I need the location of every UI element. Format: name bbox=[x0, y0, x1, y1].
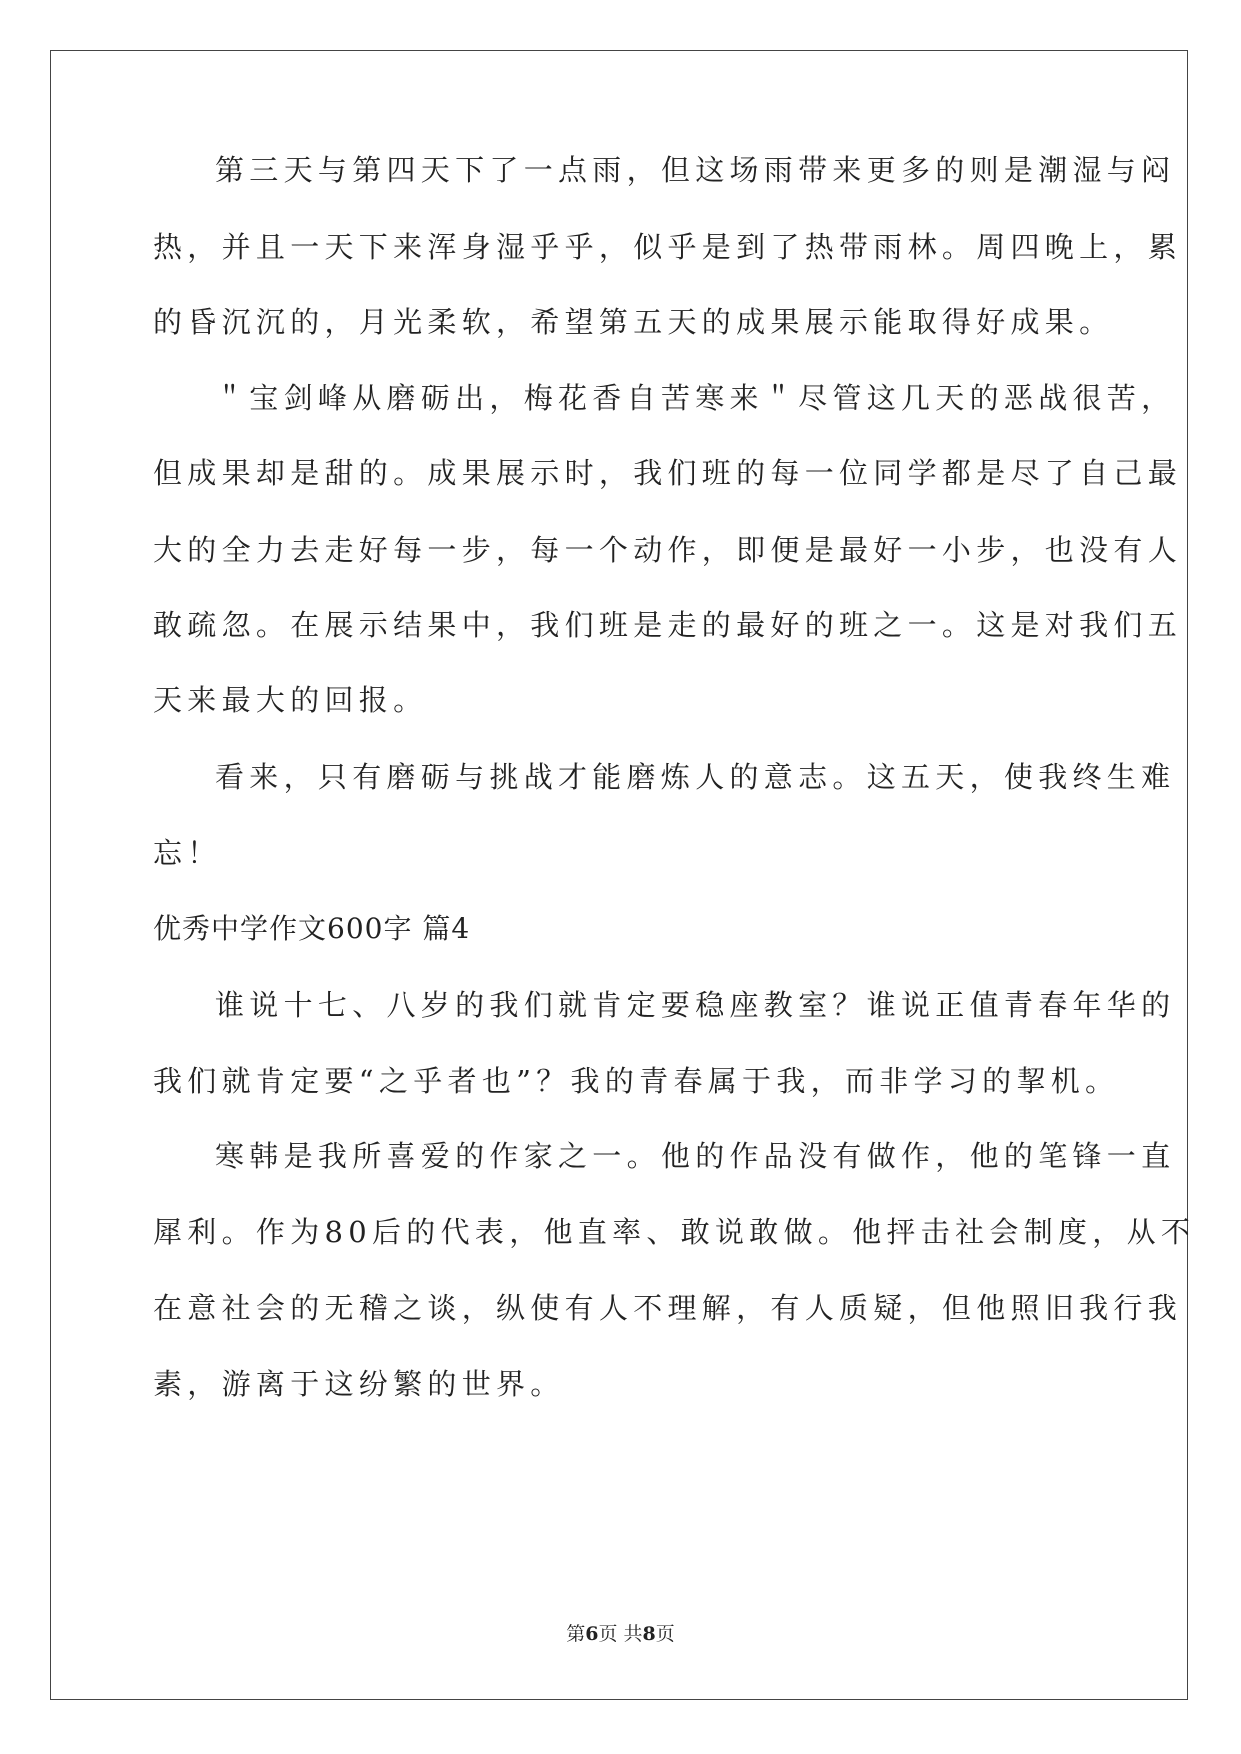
page-footer bbox=[0, 1622, 1241, 1646]
text-line: 天来最大的回报。 bbox=[153, 683, 428, 717]
text-line: 素，游离于这纷繁的世界。 bbox=[153, 1367, 565, 1401]
footer-middle: 页 共 bbox=[598, 1623, 643, 1645]
section-heading: 优秀中学作文600字 篇4 bbox=[153, 912, 471, 945]
text-line: 犀利。作为80后的代表，他直率、敢说敢做。他抨击社会制度，从不 bbox=[153, 1215, 1196, 1249]
text-line: 我们就肯定要“之乎者也”？我的青春属于我，而非学习的挈机。 bbox=[153, 1064, 1120, 1098]
text-line: 但成果却是甜的。成果展示时，我们班的每一位同学都是尽了自己最 bbox=[153, 456, 1183, 490]
text-line: 谁说十七、八岁的我们就肯定要稳座教室？谁说正值青春年华的 bbox=[215, 988, 1176, 1022]
text-line: 的昏沉沉的，月光柔软，希望第五天的成果展示能取得好成果。 bbox=[153, 305, 1114, 339]
footer-suffix: 页 bbox=[655, 1623, 675, 1645]
text-line: 寒韩是我所喜爱的作家之一。他的作品没有做作，他的笔锋一直 bbox=[215, 1139, 1176, 1173]
text-line: 第三天与第四天下了一点雨，但这场雨带来更多的则是潮湿与闷 bbox=[215, 153, 1176, 187]
text-line: 忘！ bbox=[153, 836, 222, 870]
current-page-number: 6 bbox=[585, 1623, 599, 1645]
text-line: 热，并且一天下来浑身湿乎乎，似乎是到了热带雨林。周四晚上，累 bbox=[153, 230, 1183, 264]
footer-prefix: 第 bbox=[566, 1623, 586, 1645]
text-line: 看来，只有磨砺与挑战才能磨炼人的意志。这五天，使我终生难 bbox=[215, 760, 1176, 794]
page-border bbox=[50, 50, 1188, 1700]
total-page-count: 8 bbox=[642, 1623, 656, 1645]
text-line: 大的全力去走好每一步，每一个动作，即便是最好一小步，也没有人 bbox=[153, 533, 1183, 567]
text-line: ＂宝剑峰从磨砺出，梅花香自苦寒来＂尽管这几天的恶战很苦， bbox=[215, 381, 1176, 415]
text-line: 在意社会的无稽之谈，纵使有人不理解，有人质疑，但他照旧我行我 bbox=[153, 1291, 1183, 1325]
text-line: 敢疏忽。在展示结果中，我们班是走的最好的班之一。这是对我们五 bbox=[153, 608, 1183, 642]
